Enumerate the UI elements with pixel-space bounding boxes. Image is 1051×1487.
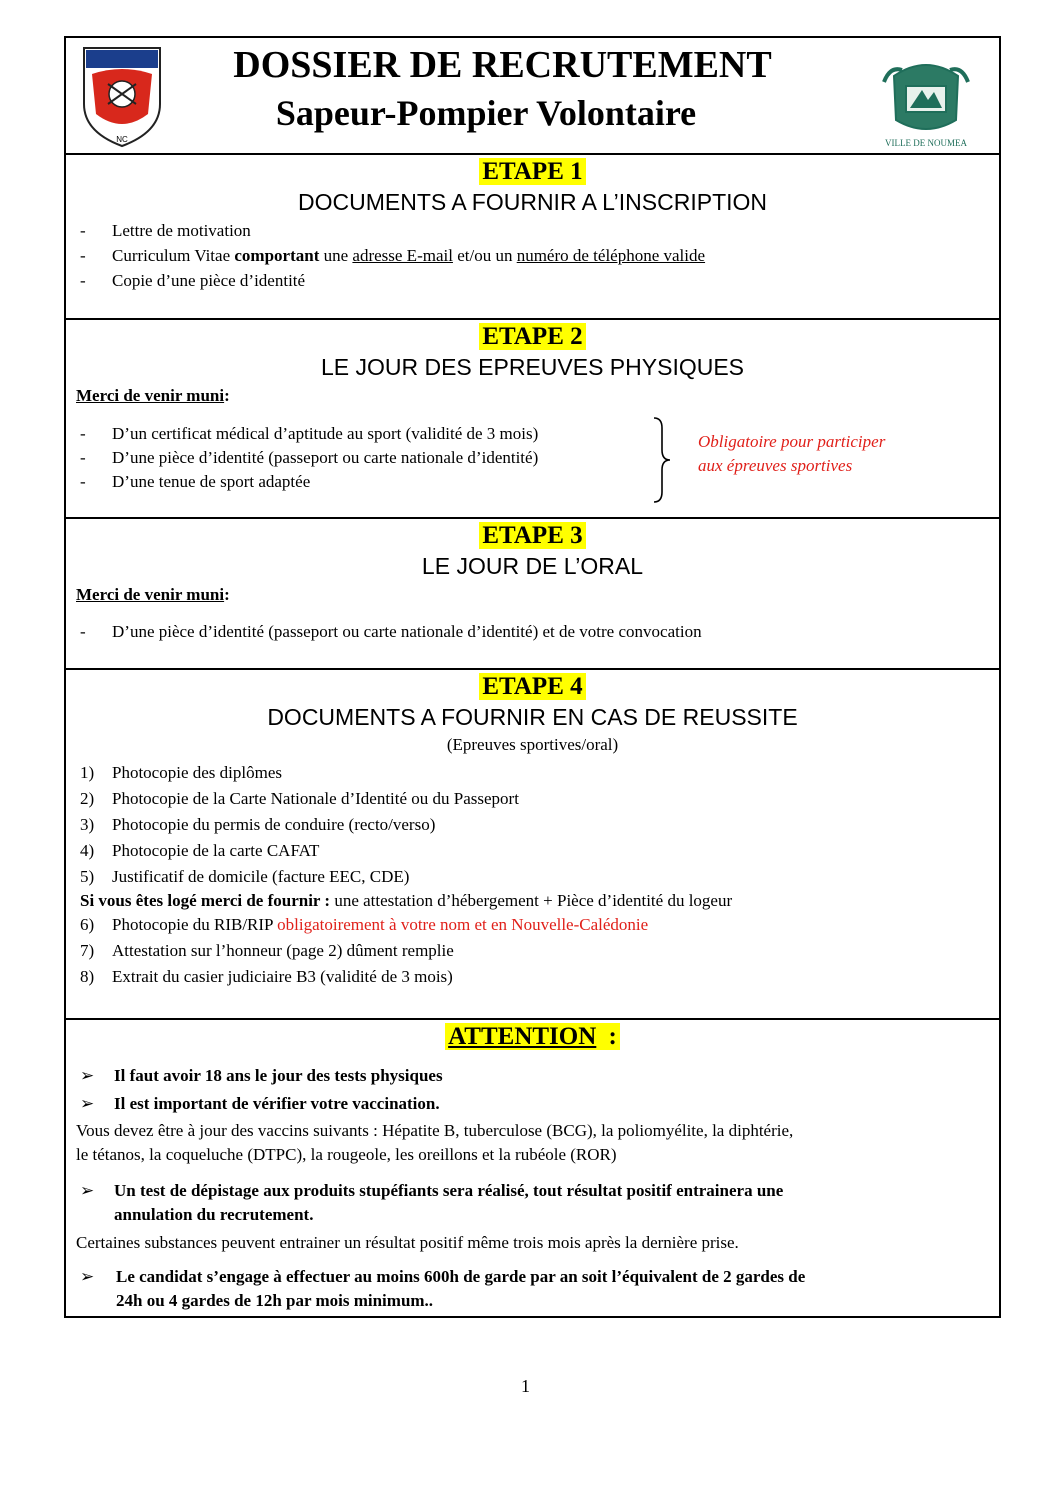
attention-section: ATTENTION : ➢ Il faut avoir 18 ans le jour des tests physiques ➢ Il est important de vérifier votre vaccination. Vous devez être à jour des vaccins suivants : Hépatite B, tuberculose (BCG), la poliomyélite, la diphtérie, le tétanos, la coqueluche (DTPC), la rougeole, les oreillons et la rubéole (ROR) ➢ Un test de dépistage aux produits stupéfiants sera réalisé, tout résultat positif entrainera une annulation du recrutement. Certaines substances peuvent entrainer un résultat positif même trois mois après la dernière prise. ➢ Le candidat s’engage à effectuer au moins 600h de garde par an soit l’équivalent de 2 gardes de 24h ou 4 gardes de 12h par mois minimum.. xyxy=(66,1020,999,1316)
attention-label: ATTENTION : xyxy=(66,1022,999,1052)
loge-note: Si vous êtes logé merci de fournir : une attestation d’hébergement + Pièce d’identité du logeur xyxy=(80,891,733,910)
svg-text:VILLE DE NOUMEA: VILLE DE NOUMEA xyxy=(885,138,967,148)
obligatoire-note-line-1: Obligatoire pour participer xyxy=(698,432,886,451)
etape-3-heading: LE JOUR DE L’ORAL xyxy=(421,553,644,579)
document-subtitle: Sapeur-Pompier Volontaire xyxy=(275,93,697,133)
etape-1-section: ETAPE 1 DOCUMENTS A FOURNIR A L’INSCRIPTION - Lettre de motivation - Curriculum Vitae comportant une adresse E-mail et/ou un numéro de téléphone valide - Copie d’une pièce d’identité xyxy=(66,155,999,320)
etape-2-heading: LE JOUR DES EPREUVES PHYSIQUES xyxy=(320,354,745,380)
header-section xyxy=(66,38,999,155)
etape-4-subheading: (Epreuves sportives/oral) xyxy=(446,735,619,754)
document-title: DOSSIER DE RECRUTEMENT xyxy=(233,44,772,86)
substances-text: Certaines substances peuvent entrainer un résultat positif même trois mois après la dernière prise. xyxy=(76,1233,739,1252)
etape-4-heading: DOCUMENTS A FOURNIR EN CAS DE REUSSITE xyxy=(267,704,798,730)
etape-3-label: ETAPE 3 xyxy=(66,521,999,551)
etape-1-heading: DOCUMENTS A FOURNIR A L’INSCRIPTION xyxy=(297,189,768,215)
vaccination-text-2: le tétanos, la coqueluche (DTPC), la rougeole, les oreillons et la rubéole (ROR) xyxy=(76,1145,617,1164)
document-frame xyxy=(64,36,1001,1318)
curly-brace xyxy=(652,416,674,504)
etape-2-section: ETAPE 2 LE JOUR DES EPREUVES PHYSIQUES Merci de venir muni: - D’un certificat médical d’aptitude au sport (validité de 3 mois) - D’une pièce d’identité (passeport ou carte nationale d’identité) - D’une tenue de sport adaptée Obligatoire pour participer aux épreuves sportives xyxy=(66,320,999,519)
merci-label: Merci de venir muni: xyxy=(76,585,230,604)
svg-text:NC: NC xyxy=(116,135,128,144)
etape-4-label: ETAPE 4 xyxy=(66,672,999,702)
vaccination-text-1: Vous devez être à jour des vaccins suivants : Hépatite B, tuberculose (BCG), la poliomyélite, la diphtérie, xyxy=(76,1121,794,1140)
etape-3-section: ETAPE 3 LE JOUR DE L’ORAL Merci de venir muni: - D’une pièce d’identité (passeport ou carte nationale d’identité) et de votre convocation xyxy=(66,519,999,670)
obligatoire-note-line-2: aux épreuves sportives xyxy=(698,456,853,475)
etape-2-label: ETAPE 2 xyxy=(66,322,999,352)
etape-1-label: ETAPE 1 xyxy=(66,157,999,187)
page-number: 1 xyxy=(521,1376,530,1396)
ville-noumea-logo xyxy=(876,46,976,152)
merci-label: Merci de venir muni: xyxy=(76,386,230,405)
etape-4-section: ETAPE 4 DOCUMENTS A FOURNIR EN CAS DE REUSSITE (Epreuves sportives/oral) 1) Photocopie des diplômes 2) Photocopie de la Carte Nationale d’Identité ou du Passeport 3) Photocopie du permis de conduire (recto/verso) 4) Photocopie de la carte CAFAT 5) Justificatif de domicile (facture EEC, CDE) Si vous êtes logé merci de fournir : une attestation d’hébergement + Pièce d’identité du logeur 6) Photocopie du RIB/RIP obligatoirement à votre nom et en Nouvelle-Calédonie 7) Attestation sur l’honneur (page 2) dûment remplie 8) Extrait du casier judiciaire B3 (validité de 3 mois) xyxy=(66,670,999,1020)
